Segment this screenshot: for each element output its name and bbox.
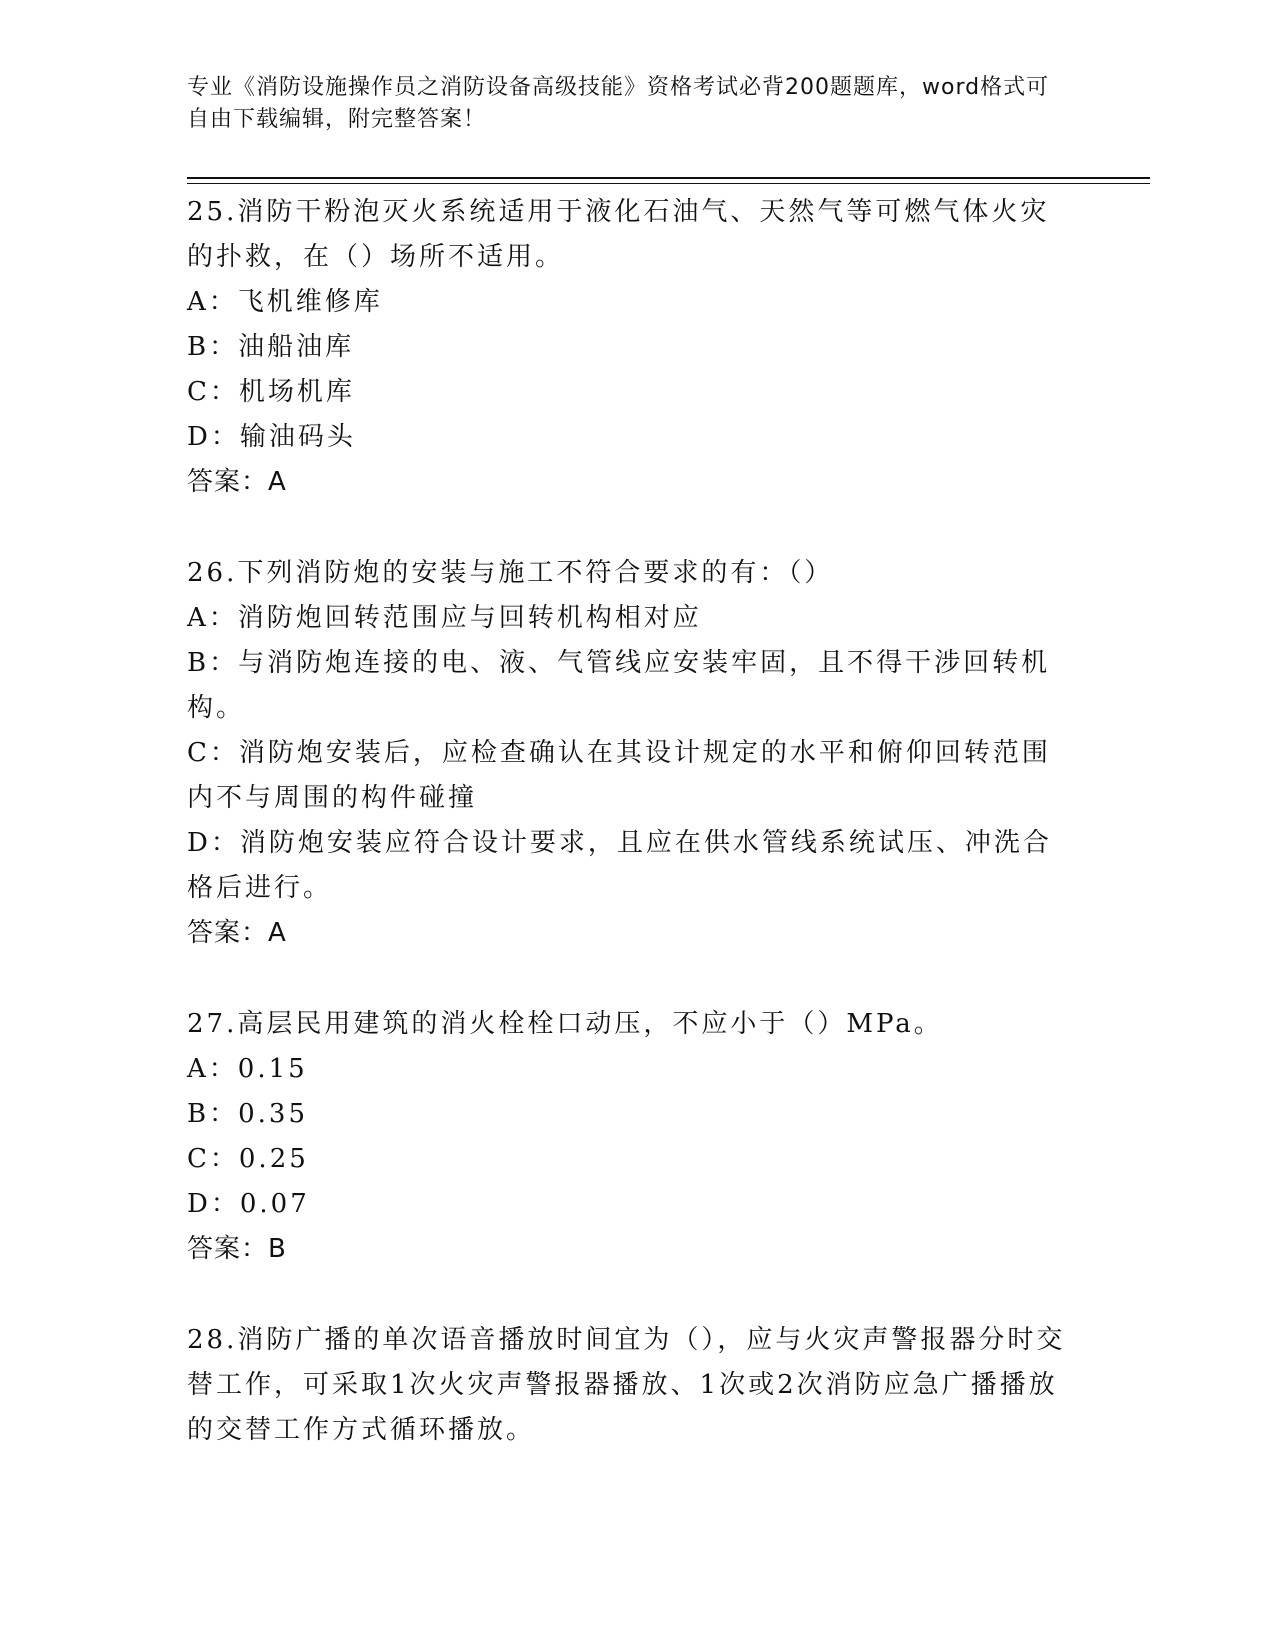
header-rule-thick (187, 177, 1150, 179)
question-list (187, 190, 1072, 1499)
answer: 答案：A (187, 918, 287, 948)
option-b: B：油船油库 (187, 332, 355, 362)
question-stem: 28.消防广播的单次语音播放时间宜为（），应与火灾声警报器分时交替工作，可采取1次火灾声警报器播放、1次或2次消防应急广播播放的交替工作方式循环播放。 (187, 1325, 1066, 1445)
question-28 (187, 1318, 1072, 1453)
option-a: A：消防炮回转范围应与回转机构相对应 (187, 603, 702, 633)
option-c: C：消防炮安装后，应检查确认在其设计规定的水平和俯仰回转范围内不与周围的构件碰撞 (187, 738, 1051, 813)
answer: 答案：A (187, 467, 287, 497)
question-25 (187, 190, 1072, 505)
option-b: B：与消防炮连接的电、液、气管线应安装牢固，且不得干涉回转机构。 (187, 648, 1051, 723)
question-stem: 27.高层民用建筑的消火栓栓口动压，不应小于（）MPa。 (187, 1009, 943, 1039)
option-d: D：消防炮安装应符合设计要求，且应在供水管线系统试压、冲洗合格后进行。 (187, 828, 1052, 903)
option-a: A：飞机维修库 (187, 287, 383, 317)
option-c: C：0.25 (187, 1144, 309, 1174)
question-stem: 25.消防干粉泡灭火系统适用于液化石油气、天然气等可燃气体火灾的扑救，在（）场所不适用。 (187, 197, 1050, 272)
option-b: B：0.35 (187, 1099, 308, 1129)
option-d: D：0.07 (187, 1189, 310, 1219)
question-27 (187, 1002, 1072, 1272)
option-d: D：输油码头 (187, 422, 356, 452)
question-stem: 26.下列消防炮的安装与施工不符合要求的有：（） (187, 558, 834, 588)
answer: 答案：B (187, 1234, 287, 1264)
header-rule-thin (187, 183, 1150, 184)
option-c: C：机场机库 (187, 377, 355, 407)
option-a: A：0.15 (187, 1054, 308, 1084)
document-header: 专业《消防设施操作员之消防设备高级技能》资格考试必背200题题库，word格式可自由下载编辑，附完整答案！ (187, 75, 1050, 132)
question-26 (187, 551, 1072, 956)
